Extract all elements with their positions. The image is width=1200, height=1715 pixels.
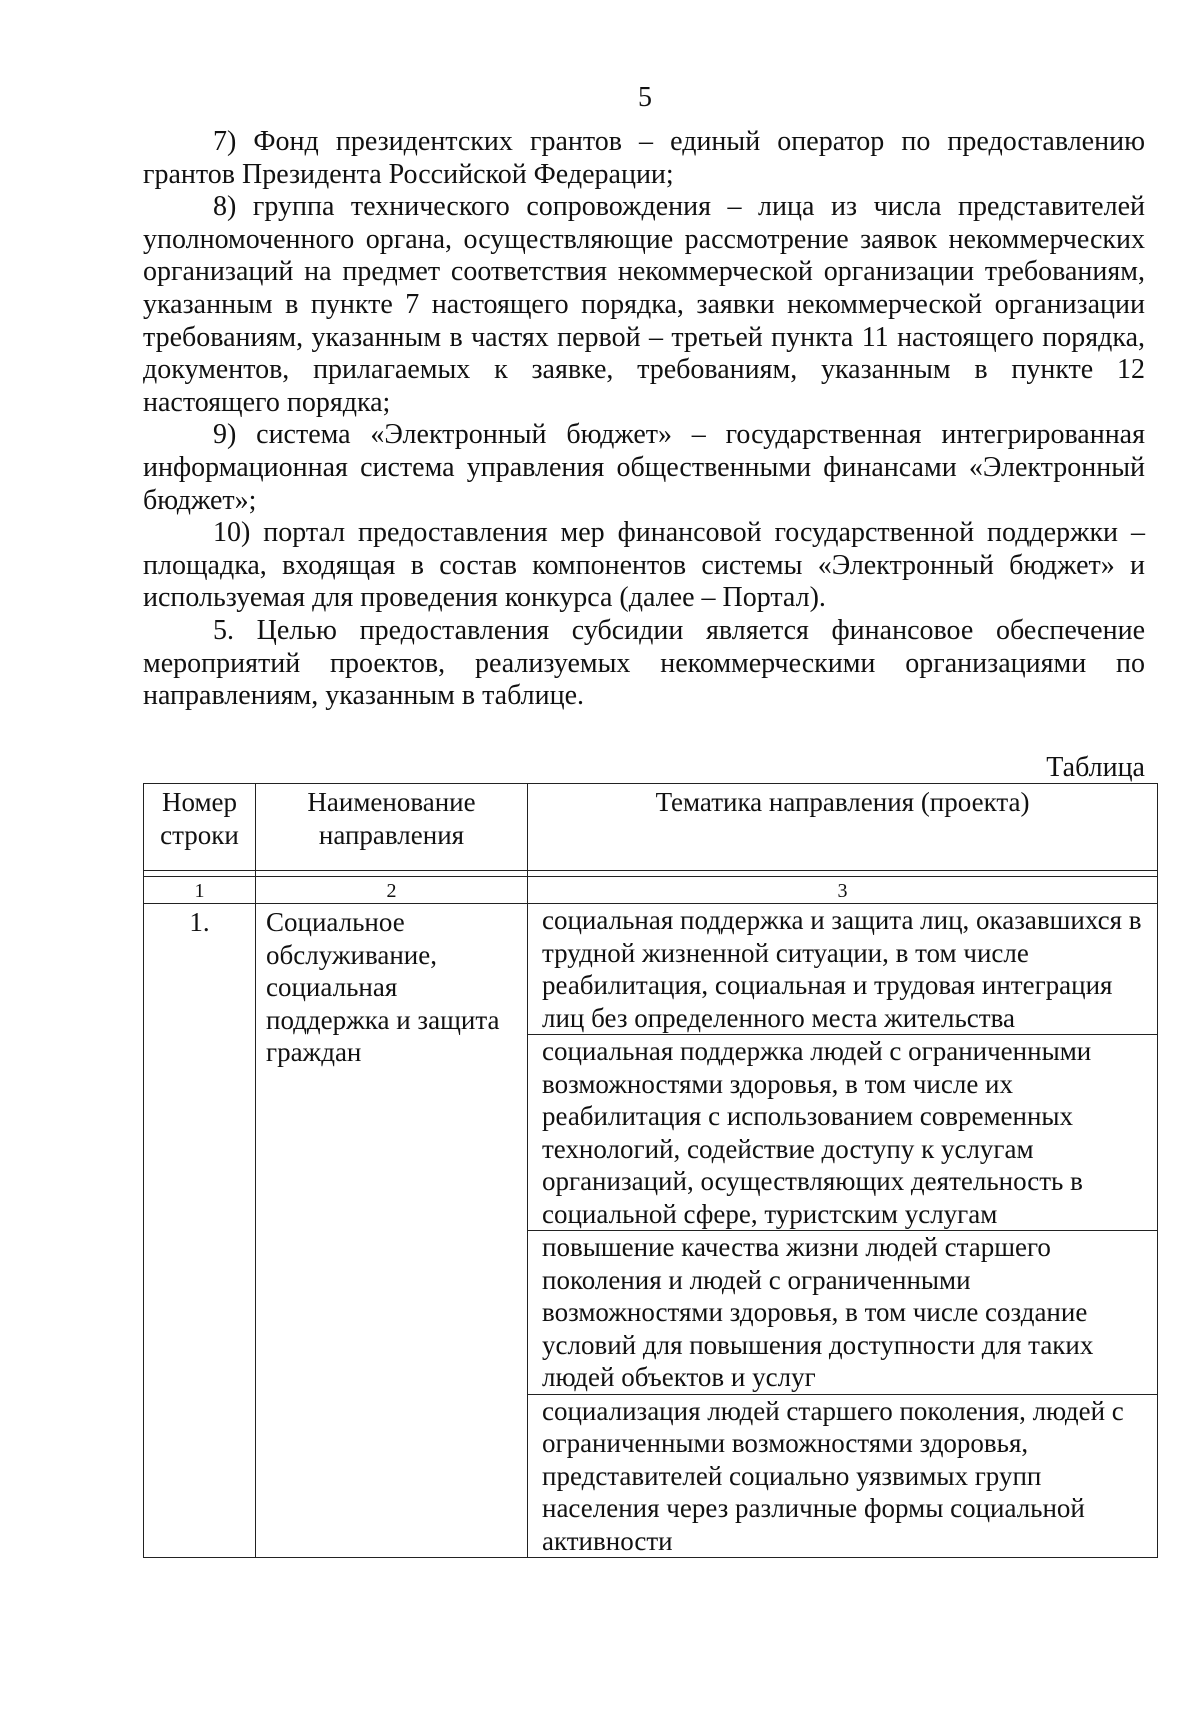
row-number: 1.	[144, 904, 256, 1558]
table-header-row	[144, 784, 1158, 871]
column-number: 1	[144, 877, 256, 904]
page-number: 5	[638, 82, 652, 113]
table-row	[144, 904, 1158, 1558]
paragraph: 7) Фонд президентских грантов – единый оператор по предоставлению грантов Президента Российской Федерации;	[143, 126, 1145, 190]
header-row-number: Номер строки	[144, 784, 256, 871]
column-number: 3	[528, 877, 1158, 904]
header-direction-name: Наименование направления	[256, 784, 528, 871]
paragraph: 8) группа технического сопровождения – лица из числа представителей уполномоченного органа, осуществляющие рассмотрение заявок некоммерческих организаций на предмет соответствия некоммерческой организации требованиям, указанным в пункте 7 настоящего порядка, заявки некоммерческой организации требованиям, указанным в частях первой – третьей пункта 11 настоящего порядка, документов, прилагаемых к заявке, требованиям, указанным в пункте 12 настоящего порядка;	[143, 191, 1145, 418]
paragraph: 5. Целью предоставления субсидии является финансовое обеспечение мероприятий проектов, реализуемых некоммерческими организациями по направлениям, указанным в таблице.	[143, 614, 1145, 712]
theme-item: социальная поддержка людей с ограниченными возможностями здоровья, в том числе их реабилитация с использованием современных технологий, содействие доступу к услугам организаций, осуществляющих деятельность в социальной сфере, туристским услугам	[528, 1035, 1157, 1231]
body-text	[143, 126, 1145, 713]
theme-item: социализация людей старшего поколения, людей с ограниченными возможностями здоровья, представителей социально уязвимых групп населения через различные формы социальной активности	[542, 1395, 1124, 1556]
paragraph: 10) портал предоставления мер финансовой государственной поддержки – площадка, входящая в состав компонентов системы «Электронный бюджет» и используемая для проведения конкурса (далее – Портал).	[143, 517, 1145, 614]
column-number-row	[144, 877, 1158, 904]
directions-table	[143, 783, 1158, 1558]
paragraph: 9) система «Электронный бюджет» – государственная интегрированная информационная система управления общественными финансами «Электронный бюджет»;	[143, 419, 1145, 516]
direction-name: Социальное обслуживание, социальная поддержка и защита граждан	[256, 904, 528, 1558]
direction-themes	[528, 904, 1158, 1558]
table-caption: Таблица	[1046, 752, 1145, 783]
header-direction-theme: Тематика направления (проекта)	[528, 784, 1158, 871]
theme-item: социальная поддержка и защита лиц, оказавшихся в трудной жизненной ситуации, в том числе реабилитация, социальная и трудовая интеграция лиц без определенного места жительства	[528, 904, 1157, 1035]
column-number: 2	[256, 877, 528, 904]
theme-item: повышение качества жизни людей старшего поколения и людей с ограниченными возможностями здоровья, в том числе создание условий для повышения доступности для таких людей объектов и услуг	[528, 1231, 1157, 1395]
